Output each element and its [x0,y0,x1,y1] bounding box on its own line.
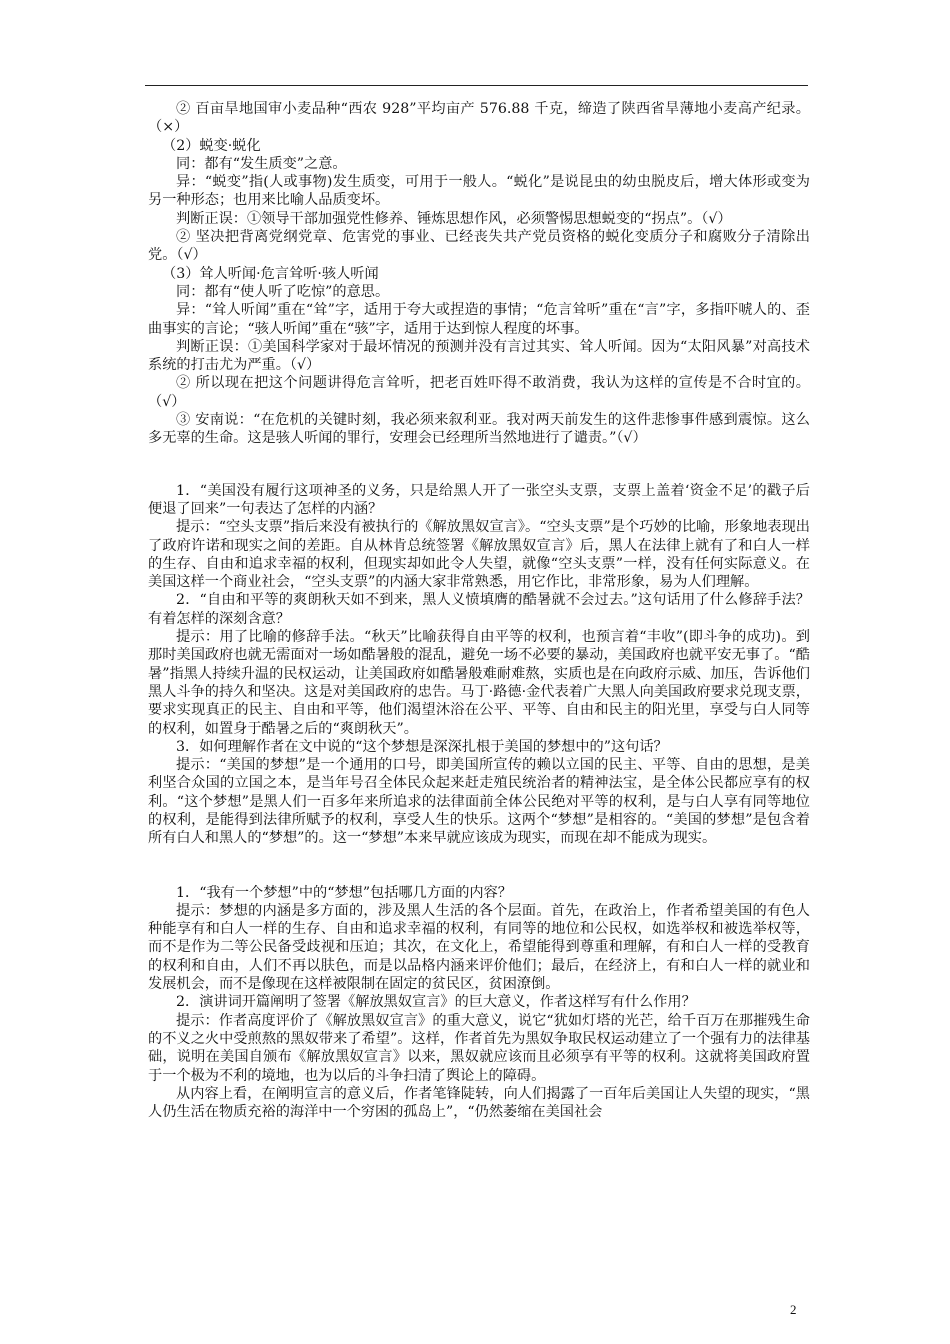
similarity-text: 同：都有“使人听了吃惊”的意思。 [176,283,390,300]
hint-text: 提示：作者高度评价了《解放黑奴宣言》的重大意义，说它“犹如灯塔的光芒，给千百万在那摧残生命的不义之火中受煎熬的黑奴带来了希望”。这样，作者首先为黑奴争取民权运动建立了一个强有力的法律基础，说明在美国自颁布《解放黑奴宣言》以来，黑奴就应该而且必须享有平等的权利。这就将美国政府置于一个极为不利的境地，也为以后的斗争扫清了舆论上的障碍。 [148,1012,810,1084]
example-sentence: ② 百亩旱地国审小麦品种“西农 928”平均亩产 576.88 千克，缔造了陕西省旱薄地小麦高产纪录。（×） [148,101,810,136]
hint-text: 提示：用了比喻的修辞手法。“秋天”比喻获得自由平等的权利，也预言着“丰收”(即斗争的成功)。到那时美国政府也就无需面对一场如酷暑般的混乱，避免一场不必要的暴动，美国政府也就平安无事了。“酷暑”指黑人持续升温的民权运动，让美国政府如酷暑般难耐难熬，实质也是在向政府示威、加压，告诉他们黑人斗争的持久和坚决。这是对美国政府的忠告。马丁·路德·金代表着广大黑人向美国政府要求兑现支票，要求实现真正的民主、自由和平等，他们渴望沐浴在公平、平等、自由和民主的阳光里，享受与白人同等的权利，如置身于酷暑之后的“爽朗秋天”。 [148,629,810,737]
hint-text: 提示：“空头支票”指后来没有被执行的《解放黑奴宣言》。“空头支票”是个巧妙的比喻，形象地表现出了政府许诺和现实之间的差距。自从林肯总统签署《解放黑奴宣言》后，黑人在法律上就有了和白人一样的生存、自由和追求幸福的权利，但现实却如此令人失望，就像“空头支票”一样，没有任何实际意义。在美国这样一个商业社会，“空头支票”的内涵大家非常熟悉，用它作比，非常形象，易为人们理解。 [148,519,810,591]
question-text: 2．“自由和平等的爽朗秋天如不到来，黑人义愤填膺的酷暑就不会过去。”这句话用了什么修辞手法？有着怎样的深刻含意？ [148,592,810,627]
page-number: 2 [790,1302,797,1317]
hint-text: 提示：“美国的梦想”是一个通用的口号，即美国所宣传的赖以立国的民主、平等、自由的思想，是美利坚合众国的立国之本，是当年号召全体民众起来赶走殖民统治者的精神法宝，是全体公民都应享有的权利。“这个梦想”是黑人们一百多年来所追求的法律面前全体公民绝对平等的权利，是与白人享有同等地位的权利，是能得到法律所赋予的权利，享受人生的快乐。这两个“梦想”是相容的。“美国的梦想”是包含着所有白人和黑人的“梦想”的。这一“梦想”本来早就应该成为现实，而现在却不能成为现实。 [148,757,810,847]
section-gap [148,848,810,884]
question-text: 1．“美国没有履行这项神圣的义务，只是给黑人开了一张空头支票，支票上盖着‘资金不足’的戳子后便退了回来”一句表达了怎样的内涵？ [148,482,810,517]
header-rule [145,85,808,86]
example-sentence: ③ 安南说：“在危机的关键时刻，我必须来叙利亚。我对两天前发生的这件悲惨事件感到震惊。这么多无辜的生命。这是骇人听闻的罪行，安理会已经理所当然地进行了谴责。”（√） [148,412,810,447]
difference-text: 异：“耸人听闻”重在“耸”字，适用于夸大或捏造的事情；“危言耸听”重在“言”字，多指吓唬人的、歪曲事实的言论；“骇人听闻”重在“骇”字，适用于达到惊人程度的坏事。 [148,302,810,337]
judgment-text: 判断正误：①领导干部加强党性修养、锤炼思想作风，必须警惕思想蜕变的“拐点”。（√） [176,210,732,227]
difference-text: 异：“蜕变”指(人或事物)发生质变，可用于一般人。“蜕化”是说昆虫的幼虫脱皮后，增大体形或变为另一种形态；也用来比喻人品质变坏。 [148,174,810,209]
question-text: 1．“我有一个梦想”中的“梦想”包括哪几方面的内容？ [176,884,512,901]
body-paragraph: 从内容上看，在阐明宣言的意义后，作者笔锋陡转，向人们揭露了一百年后美国让人失望的现实，“黑人仍生活在物质充裕的海洋中一个穷困的孤岛上”，“仍然萎缩在美国社会 [148,1085,810,1121]
hint-text: 提示：梦想的内涵是多方面的，涉及黑人生活的各个层面。首先，在政治上，作者希望美国的有色人种能享有和白人一样的生存、自由和追求幸福的权利，有同等的地位和公民权，如选举权和被选举权等，而不是作为二等公民备受歧视和压迫；其次，在文化上，希望能得到尊重和理解，有和白人一样的受教育的权利和自由，人们不再以肤色，而是以品格内涵来评价他们；最后，在经济上，有和白人一样的就业和发展机会，而不是像现在这样被限制在固定的贫民区，贫困潦倒。 [148,902,810,993]
similarity-text: 同：都有“发生质变”之意。 [176,155,347,172]
question-text: 2．演讲词开篇阐明了签署《解放黑奴宣言》的巨大意义，作者这样写有什么作用？ [176,994,696,1011]
page-body [148,100,810,1121]
judgment-text: 判断正误：①美国科学家对于最坏情况的预测并没有言过其实、耸人听闻。因为“太阳风暴”对高技术系统的打击尤为严重。（√） [148,338,810,374]
word-group-heading: （2）蜕变·蜕化 [162,137,261,154]
example-sentence: ② 坚决把背离党纲党章、危害党的事业、已经丧失共产党员资格的蜕化变质分子和腐败分子清除出党。（√） [148,229,810,264]
example-sentence: ② 所以现在把这个问题讲得危言耸听，把老百姓吓得不敢消费，我认为这样的宣传是不合时宜的。（√） [148,375,810,410]
question-text: 3．如何理解作者在文中说的“这个梦想是深深扎根于美国的梦想中的”这句话？ [176,738,668,755]
word-group-heading: （3）耸人听闻·危言耸听·骇人听闻 [162,265,379,282]
section-gap [148,448,810,482]
